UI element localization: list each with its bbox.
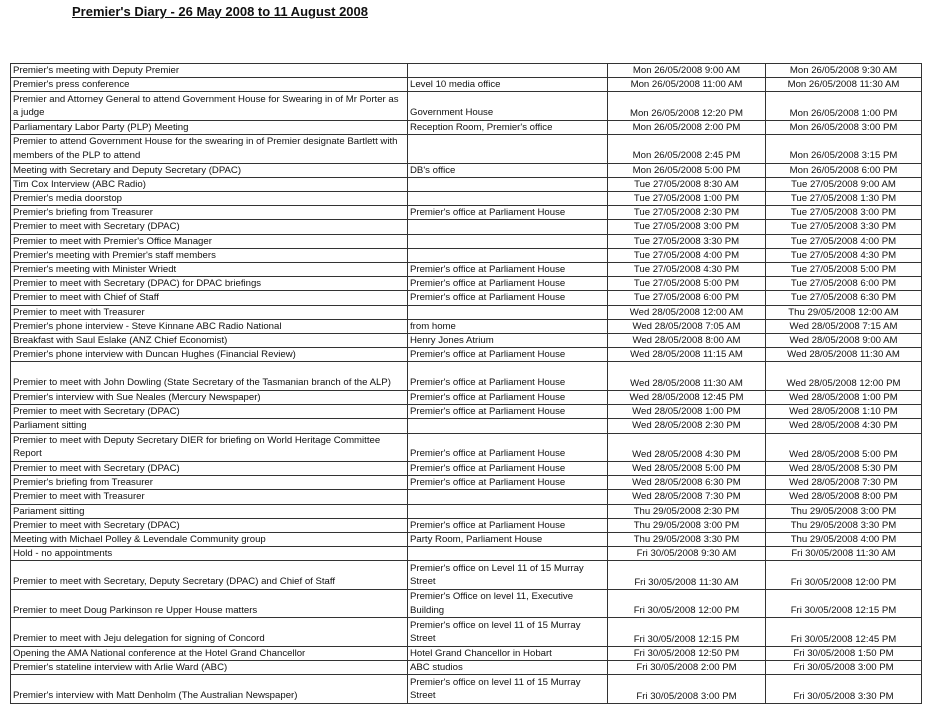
start-time-cell: Fri 30/05/2008 11:30 AM [608, 561, 766, 590]
end-time-cell: Wed 28/05/2008 12:00 PM [766, 362, 922, 391]
start-time-cell: Fri 30/05/2008 12:15 PM [608, 618, 766, 647]
end-time-cell: Mon 26/05/2008 3:15 PM [766, 135, 922, 164]
end-time-cell: Wed 28/05/2008 7:30 PM [766, 476, 922, 490]
table-row [11, 405, 922, 419]
location-cell: ABC studios [408, 661, 608, 675]
start-time-cell: Wed 28/05/2008 12:00 AM [608, 305, 766, 319]
location-cell: Premier's office on level 11 of 15 Murray Street [408, 618, 608, 647]
table-row [11, 319, 922, 333]
location-cell: Level 10 media office [408, 78, 608, 92]
start-time-cell: Wed 28/05/2008 7:05 AM [608, 319, 766, 333]
location-cell: Premier's office at Parliament House [408, 362, 608, 391]
location-cell [408, 305, 608, 319]
event-cell: Opening the AMA National conference at the Hotel Grand Chancellor [11, 646, 408, 660]
location-cell: Henry Jones Atrium [408, 334, 608, 348]
location-cell [408, 234, 608, 248]
start-time-cell: Fri 30/05/2008 12:50 PM [608, 646, 766, 660]
table-row [11, 277, 922, 291]
start-time-cell: Fri 30/05/2008 3:00 PM [608, 675, 766, 704]
table-row [11, 92, 922, 121]
start-time-cell: Wed 28/05/2008 6:30 PM [608, 476, 766, 490]
end-time-cell: Thu 29/05/2008 3:30 PM [766, 518, 922, 532]
location-cell: Party Room, Parliament House [408, 533, 608, 547]
end-time-cell: Mon 26/05/2008 3:00 PM [766, 120, 922, 134]
document-title: Premier's Diary - 26 May 2008 to 11 August 2008 [72, 4, 368, 19]
location-cell: Premier's office at Parliament House [408, 390, 608, 404]
table-row [11, 362, 922, 391]
table-row [11, 291, 922, 305]
location-cell [408, 64, 608, 78]
start-time-cell: Wed 28/05/2008 5:00 PM [608, 462, 766, 476]
end-time-cell: Mon 26/05/2008 9:30 AM [766, 64, 922, 78]
event-cell: Premier to attend Government House for the swearing in of Premier designate Bartlett with members of the PLP to attend [11, 135, 408, 164]
end-time-cell: Fri 30/05/2008 12:45 PM [766, 618, 922, 647]
location-cell [408, 220, 608, 234]
location-cell: Hotel Grand Chancellor in Hobart [408, 646, 608, 660]
location-cell [408, 177, 608, 191]
location-cell: Premier's office at Parliament House [408, 291, 608, 305]
table-row [11, 618, 922, 647]
table-row [11, 490, 922, 504]
location-cell [408, 504, 608, 518]
table-row [11, 163, 922, 177]
event-cell: Premier to meet with Secretary (DPAC) [11, 405, 408, 419]
event-cell: Premier to meet with John Dowling (State Secretary of the Tasmanian branch of the ALP) [11, 362, 408, 391]
location-cell [408, 490, 608, 504]
start-time-cell: Mon 26/05/2008 11:00 AM [608, 78, 766, 92]
end-time-cell: Thu 29/05/2008 3:00 PM [766, 504, 922, 518]
event-cell: Premier to meet with Secretary, Deputy Secretary (DPAC) and Chief of Staff [11, 561, 408, 590]
event-cell: Premier's phone interview - Steve Kinnane ABC Radio National [11, 319, 408, 333]
table-row [11, 206, 922, 220]
event-cell: Premier to meet with Deputy Secretary DIER for briefing on World Heritage Committee Report [11, 433, 408, 462]
start-time-cell: Wed 28/05/2008 2:30 PM [608, 419, 766, 433]
event-cell: Premier's meeting with Premier's staff members [11, 248, 408, 262]
event-cell: Premier's stateline interview with Arlie Ward (ABC) [11, 661, 408, 675]
location-cell: Premier's office on level 11 of 15 Murray Street [408, 675, 608, 704]
location-cell: Government House [408, 92, 608, 121]
table-row [11, 533, 922, 547]
end-time-cell: Tue 27/05/2008 6:00 PM [766, 277, 922, 291]
table-row [11, 462, 922, 476]
event-cell: Premier's phone interview with Duncan Hughes (Financial Review) [11, 348, 408, 362]
event-cell: Pariament sitting [11, 504, 408, 518]
table-row [11, 675, 922, 704]
start-time-cell: Tue 27/05/2008 3:00 PM [608, 220, 766, 234]
event-cell: Premier to meet Doug Parkinson re Upper House matters [11, 589, 408, 618]
table-row [11, 220, 922, 234]
table-row [11, 547, 922, 561]
start-time-cell: Tue 27/05/2008 2:30 PM [608, 206, 766, 220]
table-row [11, 177, 922, 191]
event-cell: Premier to meet with Treasurer [11, 490, 408, 504]
start-time-cell: Tue 27/05/2008 5:00 PM [608, 277, 766, 291]
start-time-cell: Wed 28/05/2008 11:15 AM [608, 348, 766, 362]
end-time-cell: Wed 28/05/2008 4:30 PM [766, 419, 922, 433]
event-cell: Premier to meet with Premier's Office Manager [11, 234, 408, 248]
end-time-cell: Mon 26/05/2008 1:00 PM [766, 92, 922, 121]
table-row [11, 646, 922, 660]
location-cell [408, 419, 608, 433]
end-time-cell: Wed 28/05/2008 9:00 AM [766, 334, 922, 348]
event-cell: Premier's interview with Sue Neales (Mercury Newspaper) [11, 390, 408, 404]
start-time-cell: Wed 28/05/2008 7:30 PM [608, 490, 766, 504]
end-time-cell: Thu 29/05/2008 12:00 AM [766, 305, 922, 319]
event-cell: Premier's media doorstop [11, 192, 408, 206]
table-row [11, 348, 922, 362]
table-row [11, 234, 922, 248]
event-cell: Meeting with Michael Polley & Levendale Community group [11, 533, 408, 547]
event-cell: Breakfast with Saul Eslake (ANZ Chief Economist) [11, 334, 408, 348]
end-time-cell: Wed 28/05/2008 5:00 PM [766, 433, 922, 462]
location-cell: DB's office [408, 163, 608, 177]
event-cell: Parliamentary Labor Party (PLP) Meeting [11, 120, 408, 134]
event-cell: Premier's meeting with Deputy Premier [11, 64, 408, 78]
start-time-cell: Mon 26/05/2008 9:00 AM [608, 64, 766, 78]
end-time-cell: Wed 28/05/2008 1:10 PM [766, 405, 922, 419]
end-time-cell: Tue 27/05/2008 4:30 PM [766, 248, 922, 262]
start-time-cell: Thu 29/05/2008 2:30 PM [608, 504, 766, 518]
event-cell: Premier to meet with Secretary (DPAC) for DPAC briefings [11, 277, 408, 291]
end-time-cell: Tue 27/05/2008 3:30 PM [766, 220, 922, 234]
diary-table [10, 63, 922, 704]
end-time-cell: Fri 30/05/2008 3:00 PM [766, 661, 922, 675]
event-cell: Premier to meet with Secretary (DPAC) [11, 518, 408, 532]
start-time-cell: Tue 27/05/2008 8:30 AM [608, 177, 766, 191]
start-time-cell: Mon 26/05/2008 5:00 PM [608, 163, 766, 177]
end-time-cell: Tue 27/05/2008 9:00 AM [766, 177, 922, 191]
location-cell: Premier's Office on level 11, Executive Building [408, 589, 608, 618]
end-time-cell: Fri 30/05/2008 12:00 PM [766, 561, 922, 590]
end-time-cell: Tue 27/05/2008 6:30 PM [766, 291, 922, 305]
table-row [11, 305, 922, 319]
start-time-cell: Fri 30/05/2008 9:30 AM [608, 547, 766, 561]
start-time-cell: Fri 30/05/2008 2:00 PM [608, 661, 766, 675]
table-row [11, 120, 922, 134]
table-row [11, 476, 922, 490]
end-time-cell: Tue 27/05/2008 5:00 PM [766, 263, 922, 277]
location-cell: Premier's office at Parliament House [408, 348, 608, 362]
location-cell [408, 135, 608, 164]
end-time-cell: Mon 26/05/2008 11:30 AM [766, 78, 922, 92]
table-row [11, 263, 922, 277]
location-cell: Premier's office at Parliament House [408, 518, 608, 532]
location-cell [408, 192, 608, 206]
location-cell: Premier's office at Parliament House [408, 476, 608, 490]
event-cell: Parliament sitting [11, 419, 408, 433]
start-time-cell: Thu 29/05/2008 3:30 PM [608, 533, 766, 547]
table-row [11, 504, 922, 518]
table-row [11, 64, 922, 78]
end-time-cell: Fri 30/05/2008 12:15 PM [766, 589, 922, 618]
start-time-cell: Wed 28/05/2008 4:30 PM [608, 433, 766, 462]
start-time-cell: Tue 27/05/2008 4:00 PM [608, 248, 766, 262]
start-time-cell: Mon 26/05/2008 2:45 PM [608, 135, 766, 164]
event-cell: Premier and Attorney General to attend Government House for Swearing in of Mr Porter as a judge [11, 92, 408, 121]
table-row [11, 419, 922, 433]
location-cell: Premier's office at Parliament House [408, 277, 608, 291]
location-cell: Premier's office at Parliament House [408, 206, 608, 220]
location-cell [408, 248, 608, 262]
start-time-cell: Tue 27/05/2008 6:00 PM [608, 291, 766, 305]
table-row [11, 518, 922, 532]
end-time-cell: Wed 28/05/2008 7:15 AM [766, 319, 922, 333]
table-row [11, 433, 922, 462]
table-row [11, 589, 922, 618]
event-cell: Premier to meet with Secretary (DPAC) [11, 220, 408, 234]
event-cell: Hold - no appointments [11, 547, 408, 561]
diary-table-body [11, 64, 922, 704]
location-cell: Reception Room, Premier's office [408, 120, 608, 134]
end-time-cell: Fri 30/05/2008 11:30 AM [766, 547, 922, 561]
table-row [11, 390, 922, 404]
event-cell: Premier's interview with Matt Denholm (The Australian Newspaper) [11, 675, 408, 704]
end-time-cell: Wed 28/05/2008 1:00 PM [766, 390, 922, 404]
event-cell: Premier's briefing from Treasurer [11, 476, 408, 490]
location-cell: Premier's office at Parliament House [408, 405, 608, 419]
start-time-cell: Wed 28/05/2008 11:30 AM [608, 362, 766, 391]
table-row [11, 135, 922, 164]
end-time-cell: Wed 28/05/2008 5:30 PM [766, 462, 922, 476]
location-cell: from home [408, 319, 608, 333]
start-time-cell: Tue 27/05/2008 4:30 PM [608, 263, 766, 277]
event-cell: Tim Cox Interview (ABC Radio) [11, 177, 408, 191]
end-time-cell: Tue 27/05/2008 3:00 PM [766, 206, 922, 220]
end-time-cell: Wed 28/05/2008 11:30 AM [766, 348, 922, 362]
start-time-cell: Mon 26/05/2008 2:00 PM [608, 120, 766, 134]
table-row [11, 334, 922, 348]
event-cell: Meeting with Secretary and Deputy Secretary (DPAC) [11, 163, 408, 177]
event-cell: Premier to meet with Chief of Staff [11, 291, 408, 305]
end-time-cell: Fri 30/05/2008 1:50 PM [766, 646, 922, 660]
end-time-cell: Thu 29/05/2008 4:00 PM [766, 533, 922, 547]
location-cell: Premier's office at Parliament House [408, 263, 608, 277]
event-cell: Premier's briefing from Treasurer [11, 206, 408, 220]
location-cell: Premier's office at Parliament House [408, 433, 608, 462]
start-time-cell: Wed 28/05/2008 12:45 PM [608, 390, 766, 404]
table-row [11, 192, 922, 206]
start-time-cell: Tue 27/05/2008 1:00 PM [608, 192, 766, 206]
location-cell [408, 547, 608, 561]
table-row [11, 78, 922, 92]
event-cell: Premier to meet with Jeju delegation for signing of Concord [11, 618, 408, 647]
location-cell: Premier's office at Parliament House [408, 462, 608, 476]
table-row [11, 248, 922, 262]
end-time-cell: Mon 26/05/2008 6:00 PM [766, 163, 922, 177]
start-time-cell: Thu 29/05/2008 3:00 PM [608, 518, 766, 532]
start-time-cell: Mon 26/05/2008 12:20 PM [608, 92, 766, 121]
location-cell: Premier's office on Level 11 of 15 Murray Street [408, 561, 608, 590]
start-time-cell: Wed 28/05/2008 1:00 PM [608, 405, 766, 419]
event-cell: Premier to meet with Treasurer [11, 305, 408, 319]
end-time-cell: Tue 27/05/2008 4:00 PM [766, 234, 922, 248]
table-row [11, 661, 922, 675]
event-cell: Premier's meeting with Minister Wriedt [11, 263, 408, 277]
event-cell: Premier to meet with Secretary (DPAC) [11, 462, 408, 476]
start-time-cell: Wed 28/05/2008 8:00 AM [608, 334, 766, 348]
table-row [11, 561, 922, 590]
start-time-cell: Fri 30/05/2008 12:00 PM [608, 589, 766, 618]
start-time-cell: Tue 27/05/2008 3:30 PM [608, 234, 766, 248]
end-time-cell: Fri 30/05/2008 3:30 PM [766, 675, 922, 704]
end-time-cell: Wed 28/05/2008 8:00 PM [766, 490, 922, 504]
end-time-cell: Tue 27/05/2008 1:30 PM [766, 192, 922, 206]
event-cell: Premier's press conference [11, 78, 408, 92]
